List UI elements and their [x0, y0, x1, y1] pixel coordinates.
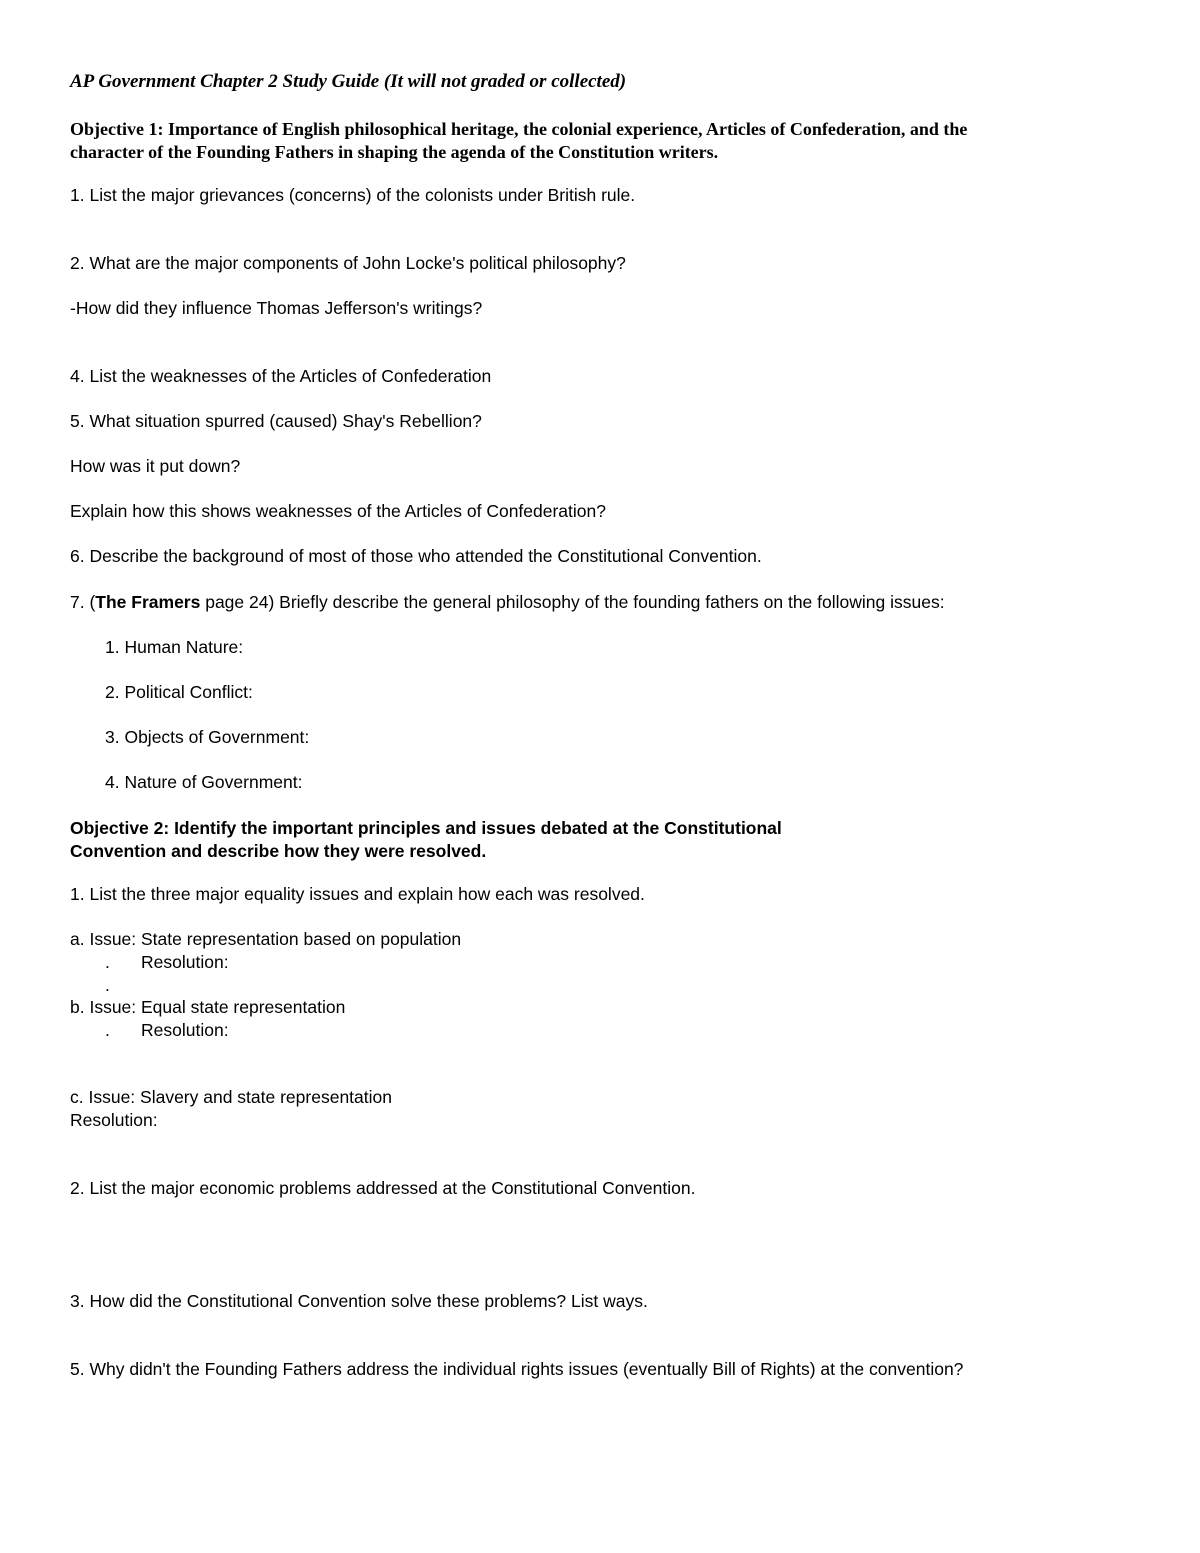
issue-c: c. Issue: Slavery and state representation — [70, 1087, 392, 1107]
question-2-locke: 2. What are the major components of John Locke's political philosophy? — [70, 253, 626, 273]
framers-item-human-nature: 1. Human Nature: — [105, 637, 244, 657]
issue-a-resolution — [105, 951, 229, 974]
objective-2-line-2: Convention and describe how they were resolved. — [70, 841, 487, 861]
obj2-question-3-solutions: 3. How did the Constitutional Convention solve these problems? List ways. — [70, 1291, 648, 1311]
bullet-dot: . — [105, 975, 110, 995]
question-7-framers — [70, 591, 945, 614]
question-4-weaknesses: 4. List the weaknesses of the Articles of Confederation — [70, 366, 492, 386]
objective-2-heading — [70, 817, 782, 863]
framers-item-political-conflict: 2. Political Conflict: — [105, 682, 253, 702]
framers-item-nature-of-government: 4. Nature of Government: — [105, 772, 303, 792]
question-6-background: 6. Describe the background of most of those who attended the Constitutional Convention. — [70, 546, 762, 566]
question-2-jefferson: -How did they influence Thomas Jefferson's writings? — [70, 298, 483, 318]
question-5-explain: Explain how this shows weaknesses of the Articles of Confederation? — [70, 501, 606, 521]
objective-1-heading — [70, 118, 967, 163]
issue-b-resolution — [105, 1019, 229, 1042]
question-1-grievances: 1. List the major grievances (concerns) of the colonists under British rule. — [70, 185, 636, 205]
question-5-shays-rebellion: 5. What situation spurred (caused) Shay's Rebellion? — [70, 411, 482, 431]
framers-item-objects-of-government: 3. Objects of Government: — [105, 727, 310, 747]
question-7-bold-title: The Framers — [95, 592, 201, 612]
resolution-label: Resolution: — [141, 952, 229, 972]
question-7-suffix: page 24) Briefly describe the general philosophy of the founding fathers on the following issues: — [200, 592, 945, 612]
issue-a: a. Issue: State representation based on population — [70, 929, 462, 949]
obj2-question-2-economic: 2. List the major economic problems addressed at the Constitutional Convention. — [70, 1178, 696, 1198]
bullet-dot: . — [105, 952, 110, 972]
objective-1-line-1: Objective 1: Importance of English philosophical heritage, the colonial experience, Articles of Confederation, and the — [70, 119, 968, 139]
question-5-put-down: How was it put down? — [70, 456, 241, 476]
issue-b: b. Issue: Equal state representation — [70, 997, 346, 1017]
objective-1-line-2: character of the Founding Fathers in shaping the agenda of the Constitution writers. — [70, 141, 719, 162]
objective-2-line-1: Objective 2: Identify the important principles and issues debated at the Constitutional — [70, 818, 782, 838]
issue-c-resolution: Resolution: — [70, 1110, 158, 1130]
issue-a-blank-bullet — [105, 974, 141, 997]
page-title: AP Government Chapter 2 Study Guide (It will not graded or collected) — [70, 71, 627, 92]
obj2-question-5-bill-of-rights: 5. Why didn't the Founding Fathers address the individual rights issues (eventually Bill of Rights) at the convention? — [70, 1359, 964, 1379]
bullet-dot: . — [105, 1020, 110, 1040]
resolution-label: Resolution: — [141, 1020, 229, 1040]
obj2-question-1-equality: 1. List the three major equality issues and explain how each was resolved. — [70, 884, 645, 904]
question-7-prefix: 7. ( — [70, 592, 96, 612]
